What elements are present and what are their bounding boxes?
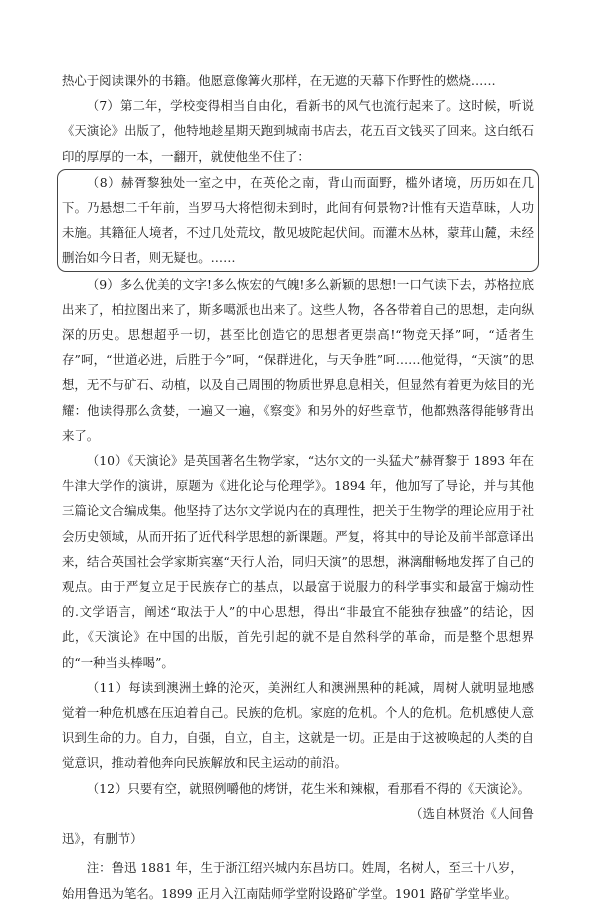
paragraph-6-ending: 热心于阅读课外的书籍。他愿意像篝火那样，在无遮的天幕下作野性的燃烧……	[62, 73, 496, 88]
paragraph-12: （12）只要有空，就照例嚼他的烤饼，花生米和辣椒，看那看不得的《天演论》。	[86, 780, 531, 796]
source-citation-line-2: 迅》，有删节）	[62, 831, 143, 847]
source-citation-line-1: （选自林贤治《人间鲁	[410, 805, 534, 821]
document-page	[62, 68, 534, 906]
paragraph-8-quotation: （8）赫胥黎独处一室之中，在英伦之南，背山而面野，槛外诸境，历历如在几下。乃悬想二千年前，当罗马大将恺彻未到时，此间有何景物?计惟有天造草昧，人功未施。其籍征人境者，不过几处荒坟，散见坡陀起伏间。而灌木丛林，蒙茸山麓，未经删治如今日者，则无疑也。……	[62, 174, 534, 266]
quotation-box	[57, 169, 539, 272]
paragraph-9: （9）多么优美的文字!多么恢宏的气魄!多么新颖的思想!一口气读下去，苏格拉底出来了，柏拉图出来了，斯多噶派也出来了。这些人物，各各带着自己的思想，走向纵深的历史。思想超乎一切，甚至比创造它的思想者更崇高!“物竞天择”呵，“适者生存”呵，“世道必进，后胜于今”呵，“保群进化，与天争胜”呵……他觉得，“天演”的思想，无不与矿石、动植，以及自己周围的物质世界息息相关，但显然有着更为炫目的光耀：他读得那么贪婪，一遍又一遍，《察变》和另外的好些章节，他都熟落得能够背出来了。	[62, 276, 534, 443]
paragraph-10: （10）《天演论》是英国著名生物学家，“达尔文的一头猛犬”赫胥黎于 1893 年在牛津大学作的演讲，原题为《进化论与伦理学》。1894 年，他加写了导论，并与其他三篇论文合编成集。他坚持了达尔文学说内在的真理性，把关于生物学的理论应用于社会历史领域，从而开拓了近代科学思想的新课题。严复，将其中的导论及前半部意译出来，结合英国社会学家斯宾塞“天行人治，同归天演”的思想，淋漓酣畅地发挥了自己的观点。由于严复立足于民族存亡的基点，以最富于说服力的科学事实和最富于煽动性的.文学语言，阐述“取法于人”的中心思想，得出“非最宜不能独存独盛”的结论，因此，《天演论》在中国的出版，首先引起的就不是自然科学的革命，而是整个思想界的“一种当头棒喝”。	[62, 453, 534, 670]
paragraph-11: （11）每读到澳洲土蜂的沦灭，美洲红人和澳洲黑种的耗减，周树人就明显地感觉着一种危机感在压迫着自己。民族的危机。家庭的危机。个人的危机。危机感使人意识到生命的力。自力，自强，自立，自主，这就是一切。正是由于这被唤起的人类的自觉意识，推动着他奔向民族解放和民主运动的前沿。	[62, 679, 534, 771]
footnote: 注：鲁迅 1881 年，生于浙江绍兴城内东昌坊口。姓周，名树人，至三十八岁，始用鲁迅为笔名。1899 正月入江南陆师学堂附设路矿学堂。1901 路矿学堂毕业。	[62, 860, 523, 901]
paragraph-7: （7）第二年，学校变得相当自由化，看新书的风气也流行起来了。这时候，听说《天演论》出版了，他特地趁星期天跑到城南书店去，花五百文钱买了回来。这白纸石印的厚厚的一本，一翻开，就使他坐不住了：	[62, 98, 534, 164]
